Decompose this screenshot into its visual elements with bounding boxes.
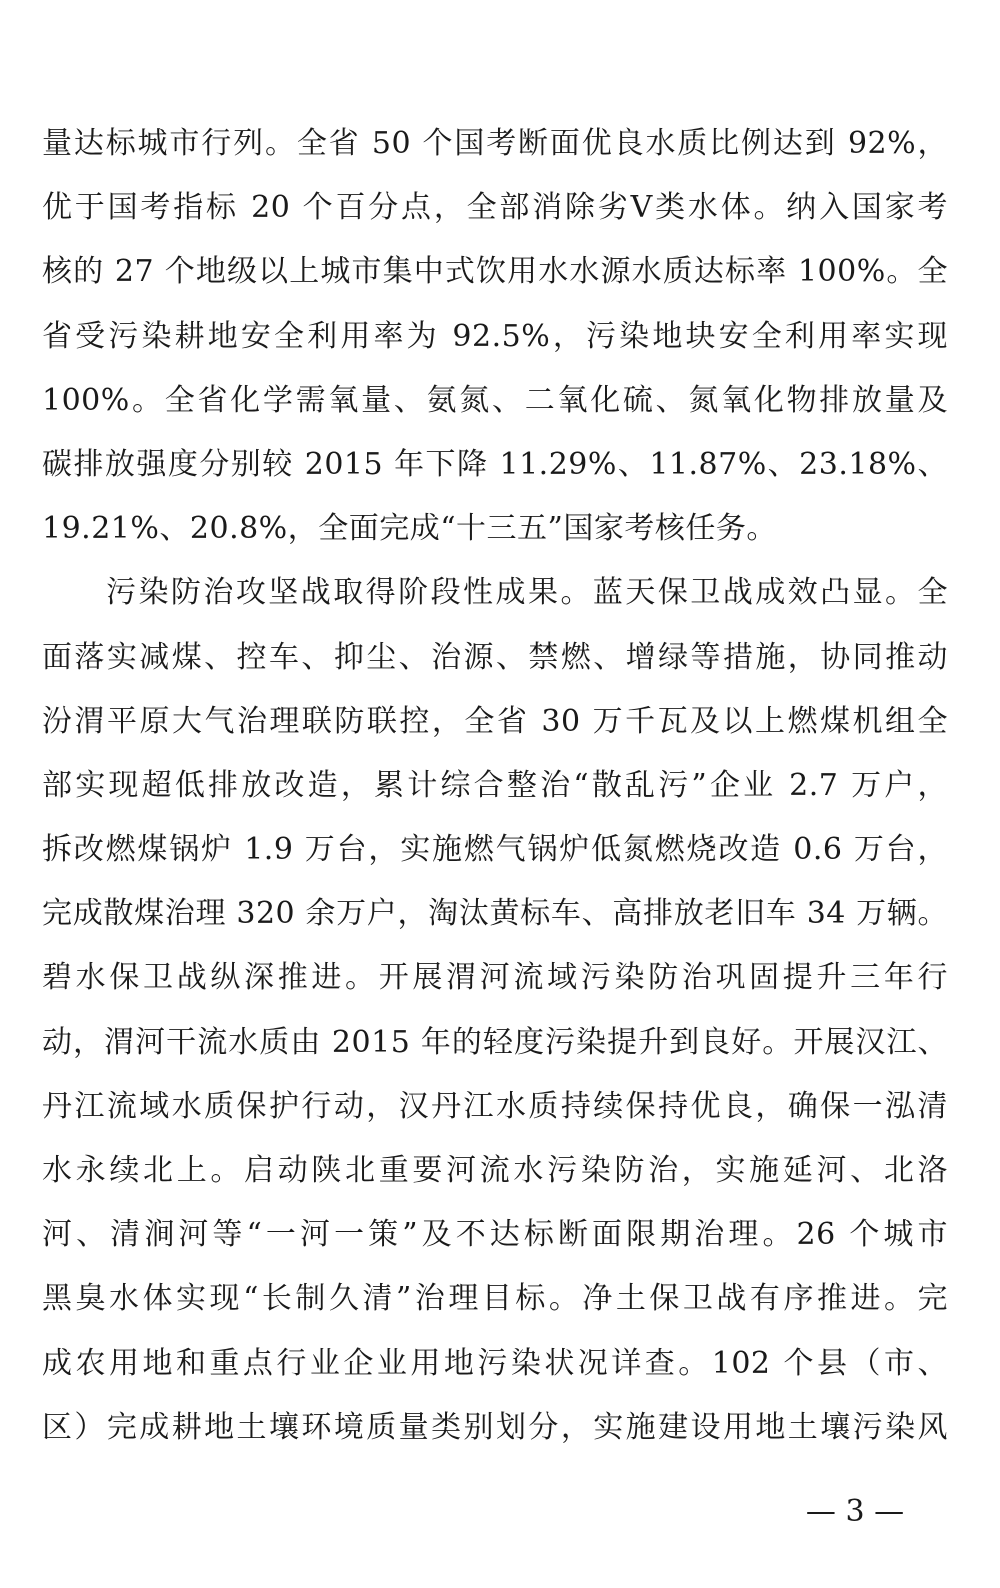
text-line: 碧水保卫战纵深推进。开展渭河流域污染防治巩固提升三年行 (42, 960, 948, 996)
text-line: 量达标城市行列。全省 50 个国考断面优良水质比例达到 92%， (42, 126, 948, 161)
text-line: 100%。全省化学需氧量、氨氮、二氧化硫、氮氧化物排放量及 (42, 382, 948, 418)
text-line: 黑臭水体实现“长制久清”治理目标。净土保卫战有序推进。完 (42, 1281, 948, 1317)
text-line: 丹江流域水质保护行动，汉丹江水质持续保持优良，确保一泓清 (42, 1088, 948, 1124)
text-line: 河、清涧河等“一河一策”及不达标断面限期治理。26 个城市 (42, 1217, 948, 1253)
text-line: 污染防治攻坚战取得阶段性成果。蓝天保卫战成效凸显。全 (106, 575, 948, 611)
text-line: 碳排放强度分别较 2015 年下降 11.29%、11.87%、23.18%、 (42, 446, 948, 482)
text-line: 拆改燃煤锅炉 1.9 万台，实施燃气锅炉低氮燃烧改造 0.6 万台， (42, 832, 948, 868)
paragraph-1 (42, 112, 948, 561)
body-text (42, 112, 948, 1460)
text-line: 核的 27 个地级以上城市集中式饮用水水源水质达标率 100%。全 (42, 254, 948, 290)
text-line: 成农用地和重点行业企业用地污染状况详查。102 个县（市、 (42, 1345, 948, 1381)
text-line: 19.21%、20.8%，全面完成“十三五”国家考核任务。 (42, 511, 777, 547)
page-number: — 3 — (805, 1494, 905, 1529)
paragraph-2 (42, 561, 948, 1460)
text-line: 区）完成耕地土壤环境质量类别划分，实施建设用地土壤污染风 (42, 1409, 948, 1445)
text-line: 水永续北上。启动陕北重要河流水污染防治，实施延河、北洛 (42, 1153, 948, 1188)
text-line: 面落实减煤、控车、抑尘、治源、禁燃、增绿等措施，协同推动 (42, 639, 948, 675)
text-line: 优于国考指标 20 个百分点，全部消除劣Ⅴ类水体。纳入国家考 (42, 190, 948, 226)
text-line: 部实现超低排放改造，累计综合整治“散乱污”企业 2.7 万户， (42, 767, 948, 803)
text-line: 省受污染耕地安全利用率为 92.5%，污染地块安全利用率实现 (42, 318, 948, 354)
text-line: 完成散煤治理 320 余万户，淘汰黄标车、高排放老旧车 34 万辆。 (42, 896, 948, 932)
text-line: 动，渭河干流水质由 2015 年的轻度污染提升到良好。开展汉江、 (42, 1024, 948, 1060)
text-line: 汾渭平原大气治理联防联控，全省 30 万千瓦及以上燃煤机组全 (42, 703, 948, 739)
